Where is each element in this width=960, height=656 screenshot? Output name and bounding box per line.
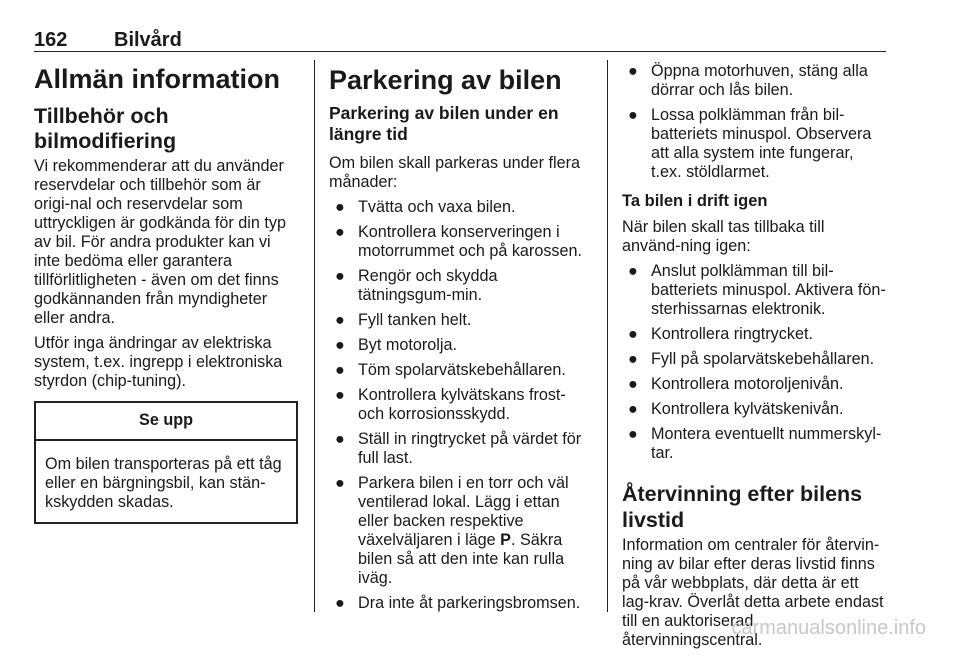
bullet-icon: ●	[628, 106, 638, 124]
bullet-icon: ●	[628, 399, 638, 418]
list-item: ● Tvätta och vaxa bilen.	[335, 198, 516, 216]
paragraph: Utför inga ändringar av elektriska system, t.ex. ingrepp i elektroniska styrdon (chip-tuning).	[34, 334, 283, 390]
restart-checklist	[622, 262, 886, 463]
column-2	[329, 62, 591, 619]
paragraph: När bilen skall tas tillbaka till använd-ning igen:	[622, 217, 825, 255]
section-title-recycling: Återvinning efter bilens livstid	[622, 481, 863, 532]
page-header	[34, 28, 182, 52]
paragraph: Information om centraler för återvin-ning av bilar efter deras livstid finns på vår webbplats, där detta är ett lag-krav. Överlåt detta arbete endast till en auktoriserad återvinningscentral.	[622, 535, 884, 649]
bullet-icon: ●	[628, 261, 638, 280]
section-title: Parkering av bilen	[329, 65, 562, 95]
bullet-icon: ●	[335, 267, 345, 285]
bullet-icon: ●	[335, 386, 345, 404]
bullet-icon: ●	[335, 311, 345, 329]
list-item: ● Dra inte åt parkeringsbromsen.	[335, 594, 581, 612]
section-title: Allmän information	[34, 64, 281, 94]
bullet-icon: ●	[628, 62, 638, 80]
list-item: ● Töm spolarvätskebehållaren.	[335, 361, 566, 379]
list-item: ● Kontrollera motoroljenivån.	[628, 374, 844, 393]
list-item: ● Anslut polklämman till bil-batteriets minuspol. Aktivera fön-sterhissarnas elektronik.	[628, 261, 886, 318]
paragraph: Vi rekommenderar att du använder reservdelar och tillbehör som är origi-nal och reservdelar som uttryckligen är godkända för din typ av bil. För andra produkter kan vi inte bedöma eller garantera tillförlitligheten - även om det finns godkännanden från myndigheter eller andra.	[34, 157, 286, 327]
column-1	[34, 62, 298, 524]
paragraph: Om bilen skall parkeras under flera månader:	[329, 154, 581, 191]
list-item: ● Kontrollera ringtrycket.	[628, 324, 813, 343]
column-3	[622, 62, 886, 656]
bullet-icon: ●	[628, 374, 638, 393]
list-item: ● Kontrollera kylvätskans frost- och korrosionsskydd.	[335, 386, 566, 423]
list-item: ● Rengör och skydda tätningsgum-min.	[335, 267, 498, 304]
column-divider-2	[607, 60, 608, 612]
list-item: ● Fyll tanken helt.	[335, 311, 472, 329]
bullet-icon: ●	[335, 474, 345, 492]
warning-title: Se upp	[36, 403, 296, 441]
subsection-title: Ta bilen i drift igen	[622, 192, 768, 210]
list-item: ● Kontrollera konserveringen i motorrummet och på karossen.	[335, 223, 583, 260]
list-item: ● Fyll på spolarvätskebehållaren.	[628, 349, 875, 368]
bullet-icon: ●	[628, 324, 638, 343]
chapter-title: Bilvård	[114, 29, 182, 51]
checklist-continued	[622, 62, 886, 182]
bullet-icon: ●	[335, 198, 345, 216]
list-item: ● Byt motorolja.	[335, 336, 457, 354]
bullet-icon: ●	[335, 594, 345, 612]
header-rule	[34, 51, 886, 52]
bullet-icon: ●	[335, 361, 345, 379]
page-number: 162	[34, 29, 68, 51]
warning-text: Om bilen transporteras på ett tåg eller en bärgningsbil, kan stän-kskydden skadas.	[45, 455, 282, 511]
list-item: ● Montera eventuellt nummerskyl-tar.	[628, 424, 882, 462]
list-item: ● Kontrollera kylvätskenivån.	[628, 399, 844, 418]
subsection-title: Parkering av bilen under en längre tid	[329, 103, 559, 144]
list-item: ● Ställ in ringtrycket på värdet för full last.	[335, 430, 582, 467]
list-item: ● Lossa polklämman från bil-batteriets minuspol. Observera att alla system inte fungerar, t.ex. stöldlarmet.	[628, 106, 872, 181]
bullet-icon: ●	[335, 430, 345, 448]
bullet-icon: ●	[335, 223, 345, 241]
watermark: carmanualsonline.info	[731, 617, 926, 639]
subsection-title: Tillbehör och bilmodifiering	[34, 104, 177, 153]
checklist	[329, 198, 591, 613]
warning-box	[34, 401, 298, 524]
bullet-icon: ●	[628, 424, 638, 443]
gear-position-p: P	[500, 531, 511, 549]
list-item: ● Parkera bilen i en torr och väl ventilerad lokal. Lägg i ettan eller backen respektive växelväljaren i läge P. Säkra bilen så att den inte kan rulla iväg.	[335, 474, 569, 587]
column-divider-1	[314, 60, 315, 612]
bullet-icon: ●	[335, 336, 345, 354]
bullet-icon: ●	[628, 349, 638, 368]
list-item: ● Öppna motorhuven, stäng alla dörrar och lås bilen.	[628, 62, 868, 99]
